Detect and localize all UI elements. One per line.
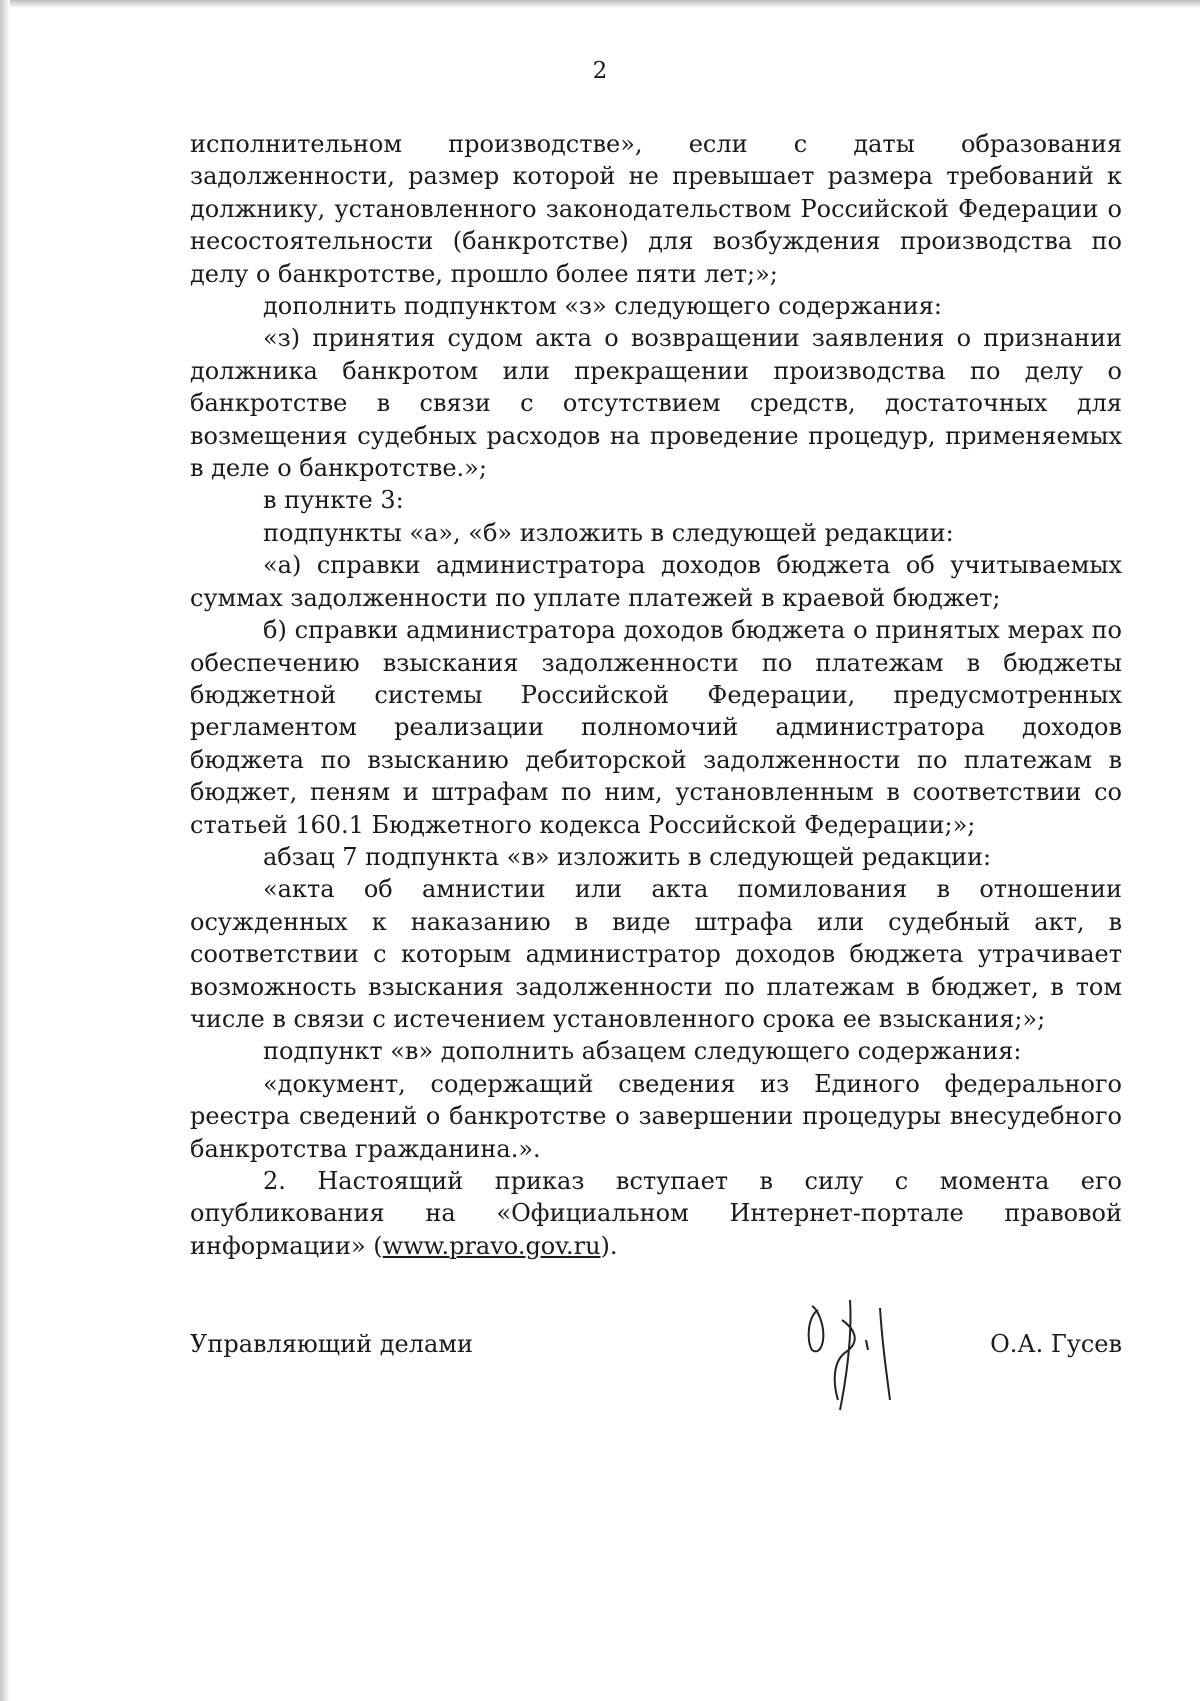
scan-edge-left (0, 0, 10, 1701)
paragraph-9: «акта об амнистии или акта помилования в отношении осужденных к наказанию в виде штрафа или судебный акт, в соответствии с которым администратор доходов бюджета утрачивает возможность взыскания задолженности по платежам в бюджет, в том числе в связи с истечением установленного срока ее взыскания;»; (190, 875, 1122, 1033)
pravo-link[interactable]: www.pravo.gov.ru (382, 1231, 601, 1260)
document-body (190, 128, 1122, 1262)
final-clause-text: 2. Настоящий приказ вступает в силу с момента его опубликования на «Официальном Интернет-портале правовой информации» ( (190, 1167, 1122, 1260)
signatory-role: Управляющий делами (190, 1330, 473, 1358)
paragraph-7: б) справки администратора доходов бюджета о принятых мерах по обеспечению взыскания задолженности по платежам в бюджеты бюджетной системы Российской Федерации, предусмотренных регламентом реализации полномочий администратора доходов бюджета по взысканию дебиторской задолженности по платежам в бюджет, пеням и штрафам по ним, установленным в соответствии со статьей 160.1 Бюджетного кодекса Российской Федерации;»; (190, 616, 1122, 839)
paragraph-10: подпункт «в» дополнить абзацем следующего содержания: (263, 1037, 1022, 1066)
paragraph-1: исполнительном производстве», если с даты образования задолженности, размер которой не превышает размера требований к должнику, установленного законодательством Российской Федерации о несостоятельности (банкротстве) для возбуждения производства по делу о банкротстве, прошло более пяти лет;»; (190, 130, 1122, 288)
scan-edge-top (0, 0, 1200, 8)
signatory-name: О.А. Гусев (990, 1330, 1122, 1358)
paragraph-6: «а) справки администратора доходов бюджета об учитываемых суммах задолженности по уплате платежей в краевой бюджет; (190, 551, 1122, 612)
paragraph-2: дополнить подпунктом «з» следующего содержания: (263, 292, 943, 321)
paragraph-8: абзац 7 подпункта «в» изложить в следующей редакции: (263, 842, 992, 871)
handwritten-signature (790, 1290, 900, 1430)
page-number: 2 (592, 58, 608, 84)
paragraph-4: в пункте 3: (263, 486, 404, 515)
paragraph-3: «з) принятия судом акта о возвращении заявления о признании должника банкротом или прекращении производства по делу о банкротстве в связи с отсутствием средств, достаточных для возмещения судебных расходов на проведение процедур, применяемых в деле о банкротстве.»; (190, 324, 1122, 483)
final-clause (190, 1165, 1122, 1262)
final-clause-suffix: ). (600, 1231, 618, 1260)
paragraph-11: «документ, содержащий сведения из Единого федерального реестра сведений о банкротстве о завершении процедуры внесудебного банкротства гражданина.». (190, 1069, 1122, 1163)
signature-block (190, 1310, 1122, 1430)
paragraph-5: подпункты «а», «б» изложить в следующей редакции: (263, 518, 954, 547)
